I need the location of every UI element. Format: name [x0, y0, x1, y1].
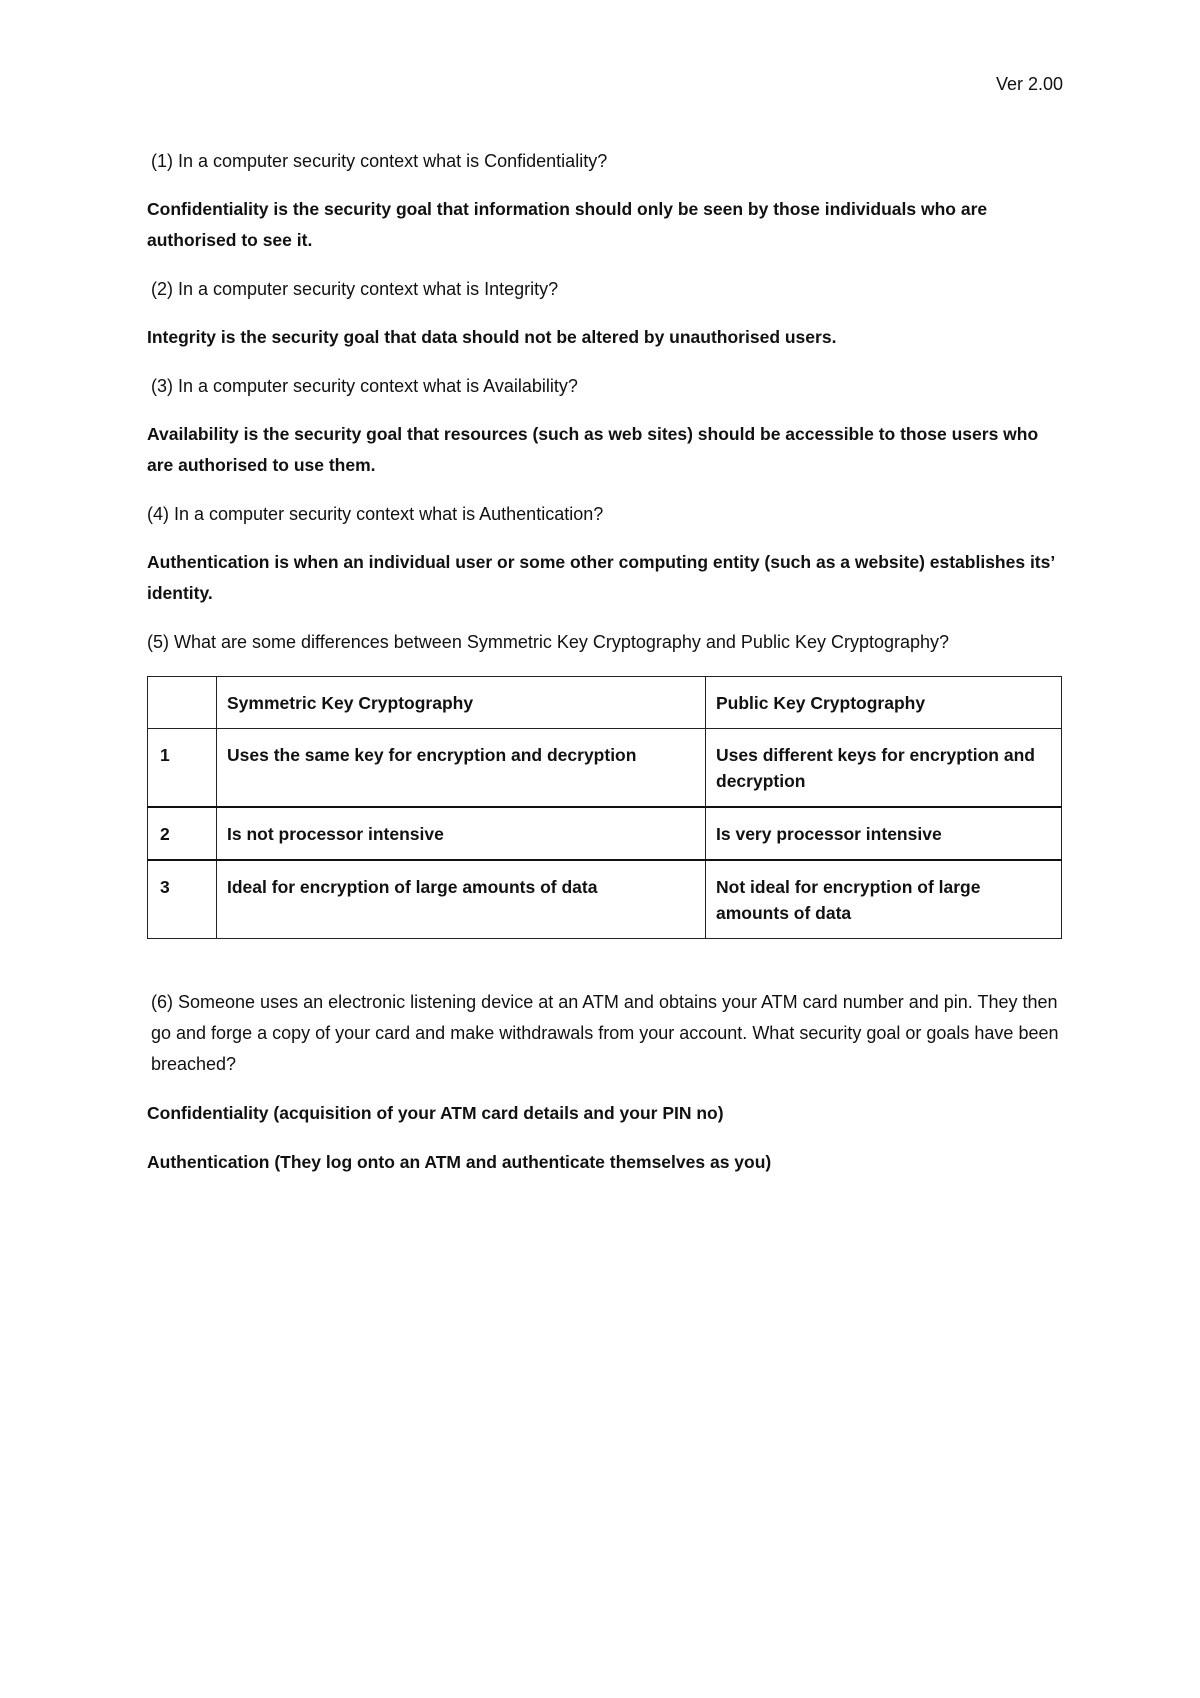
- table-header-cell-number: [148, 677, 217, 729]
- table-header-row: [148, 677, 1062, 729]
- answer-6-authentication: Authentication (They log onto an ATM and authenticate themselves as you): [147, 1152, 772, 1172]
- table-cell-public: Is very processor intensive: [706, 807, 1062, 860]
- question-5: (5) What are some differences between Symmetric Key Cryptography and Public Key Cryptography?: [147, 632, 950, 652]
- answer-1: Confidentiality is the security goal that information should only be seen by those individuals who are authorised to see it.: [147, 199, 988, 250]
- table-row: [148, 807, 1062, 860]
- table-row: [148, 860, 1062, 939]
- document-content: [147, 146, 1062, 1196]
- answer-3: Availability is the security goal that resources (such as web sites) should be accessible to those users who are authorised to use them.: [147, 424, 1039, 475]
- table-cell-number: 3: [148, 860, 217, 939]
- table-cell-number: 1: [148, 729, 217, 808]
- question-1: (1) In a computer security context what is Confidentiality?: [151, 151, 608, 171]
- table-header-cell-public: Public Key Cryptography: [706, 677, 1062, 729]
- table-row: [148, 729, 1062, 808]
- version-label: Ver 2.00: [995, 74, 1063, 94]
- table-cell-symmetric: Uses the same key for encryption and decryption: [217, 729, 706, 808]
- question-2: (2) In a computer security context what is Integrity?: [151, 279, 559, 299]
- answer-6-confidentiality: Confidentiality (acquisition of your ATM card details and your PIN no): [147, 1103, 724, 1123]
- table-cell-public: Uses different keys for encryption and decryption: [706, 729, 1062, 808]
- table-cell-symmetric: Ideal for encryption of large amounts of data: [217, 860, 706, 939]
- answer-2: Integrity is the security goal that data should not be altered by unauthorised users.: [147, 327, 837, 347]
- question-3: (3) In a computer security context what is Availability?: [151, 376, 578, 396]
- table-cell-public: Not ideal for encryption of large amounts of data: [706, 860, 1062, 939]
- question-4: (4) In a computer security context what is Authentication?: [147, 504, 604, 524]
- table-cell-symmetric: Is not processor intensive: [217, 807, 706, 860]
- table-cell-number: 2: [148, 807, 217, 860]
- answer-4: Authentication is when an individual user or some other computing entity (such as a website) establishes its’ identity.: [147, 552, 1055, 603]
- table-header-cell-symmetric: Symmetric Key Cryptography: [217, 677, 706, 729]
- question-6: (6) Someone uses an electronic listening device at an ATM and obtains your ATM card number and pin. They then go and forge a copy of your card and make withdrawals from your account. What security goal or goals have been breached?: [151, 992, 1059, 1074]
- comparison-table: [147, 676, 1062, 939]
